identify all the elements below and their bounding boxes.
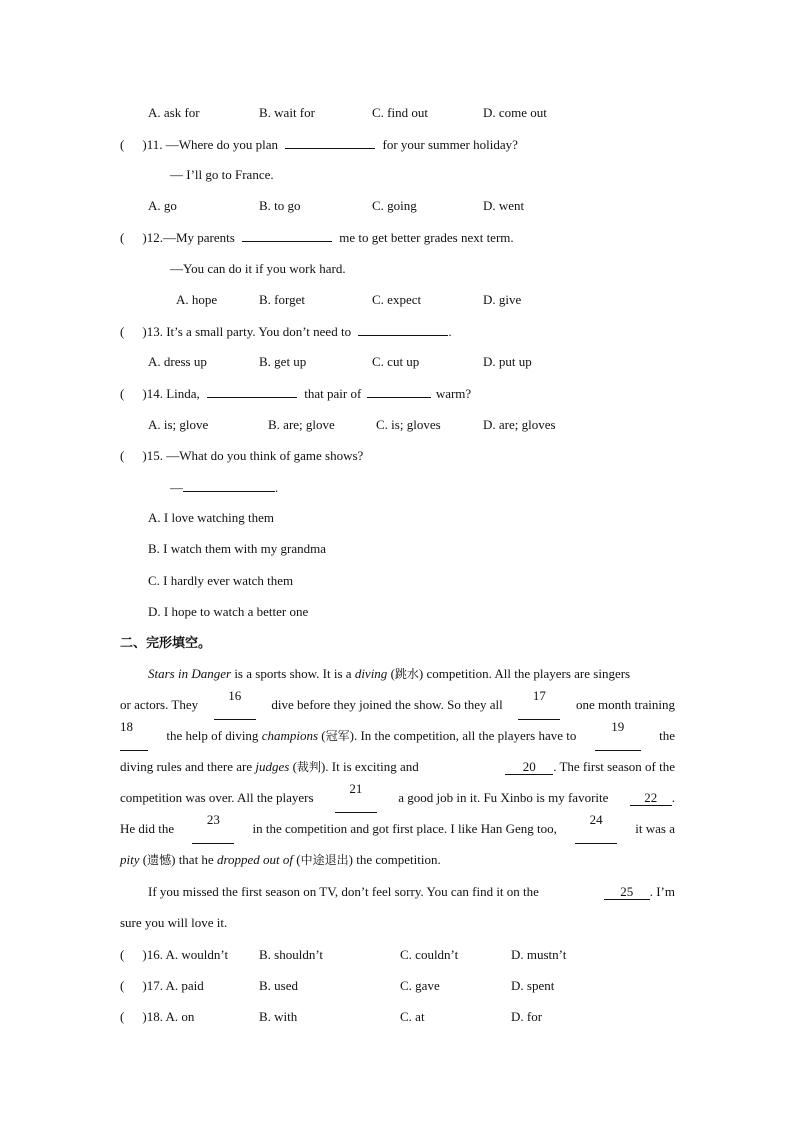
term-champions: champions [261, 728, 319, 743]
text: competition was over. All the players [120, 790, 314, 805]
fill-blank[interactable] [242, 229, 332, 242]
question-number: 13. [146, 324, 163, 339]
question-stem: that pair of [304, 386, 362, 401]
text: ( [139, 852, 148, 867]
text: is a sports show. It is a [231, 666, 355, 681]
q18-option-a: A. on [165, 1009, 195, 1024]
answer-paren-open: ( [120, 947, 125, 962]
question-14 [120, 385, 471, 402]
q15-reply [170, 479, 278, 496]
q17-option-c: C. gave [400, 978, 440, 993]
q17-option-b: B. used [259, 978, 298, 993]
text: the [659, 728, 675, 743]
term-dropped-out-of: dropped out of [216, 852, 294, 867]
q14-option-b: B. are; glove [268, 417, 335, 432]
q11-option-b: B. to go [259, 198, 301, 213]
fill-blank[interactable] [183, 479, 275, 492]
text: dive before they joined the show. So they all [271, 697, 503, 712]
q14-option-c: C. is; gloves [376, 417, 441, 432]
blank-23[interactable]: 23 [192, 813, 234, 844]
question-17 [120, 978, 204, 994]
question-number: 18. [146, 1009, 163, 1024]
gloss-chinese: 遗憾 [147, 853, 172, 867]
q18-option-b: B. with [259, 1009, 298, 1024]
q16-option-a: A. wouldn’t [165, 947, 229, 962]
q10-option-c: C. find out [372, 105, 428, 120]
gloss-chinese: 中途退出 [300, 853, 349, 867]
dash: — [170, 480, 183, 495]
question-stem: me to get better grades next term. [339, 230, 514, 245]
answer-paren-close: ) [142, 448, 147, 463]
blank-25[interactable]: 25 [604, 885, 650, 900]
q12-option-c: C. expect [372, 292, 422, 307]
section-title-cloze: 二、完形填空。 [120, 636, 212, 651]
answer-paren-open: ( [120, 1009, 125, 1024]
question-number: 14. [146, 386, 163, 401]
passage-line [120, 813, 675, 844]
q11-option-d: D. went [483, 198, 525, 213]
question-16 [120, 947, 228, 963]
gloss-chinese: 跳水 [394, 667, 419, 681]
blank-21[interactable]: 21 [335, 782, 377, 813]
text: . I’m [649, 884, 675, 899]
q13-option-c: C. cut up [372, 354, 420, 369]
blank-20[interactable]: 20 [505, 760, 553, 775]
q12-reply: —You can do it if you work hard. [170, 261, 346, 276]
q12-option-a: A. hope [176, 292, 218, 307]
question-15 [120, 448, 363, 464]
answer-paren-close: ) [142, 978, 147, 993]
term-diving: diving [354, 666, 388, 681]
answer-paren-open: ( [120, 448, 125, 463]
text: sure you will love it. [120, 915, 228, 930]
show-title: Stars in Danger [148, 666, 232, 681]
question-stem: —My parents [162, 230, 235, 245]
gloss-chinese: 裁判 [296, 760, 321, 774]
q15-option-d: D. I hope to watch a better one [148, 604, 309, 619]
q13-option-d: D. put up [483, 354, 532, 369]
answer-paren-close: ) [142, 230, 147, 245]
q17-option-d: D. spent [511, 978, 555, 993]
text: . [671, 790, 675, 805]
passage-line [120, 844, 675, 875]
question-18 [120, 1009, 194, 1025]
q11-option-a: A. go [148, 198, 177, 213]
text: it was a [635, 821, 675, 836]
text: a good job in it. Fu Xinbo is my favorite [398, 790, 609, 805]
answer-paren-close: ) [142, 324, 147, 339]
answer-paren-close: ) [142, 947, 147, 962]
q16-option-c: C. couldn’t [400, 947, 459, 962]
q12-option-d: D. give [483, 292, 522, 307]
q14-option-a: A. is; glove [148, 417, 209, 432]
text: ) competition. All the players are singers [418, 666, 631, 681]
q10-option-d: D. come out [483, 105, 547, 120]
q17-option-a: A. paid [165, 978, 204, 993]
question-stem: Linda, [166, 386, 200, 401]
question-13 [120, 323, 452, 340]
passage-line [120, 751, 675, 782]
question-stem: —What do you think of game shows? [166, 448, 364, 463]
passage-line [120, 907, 675, 938]
text: ( [318, 728, 326, 743]
q18-option-d: D. for [511, 1009, 543, 1024]
question-stem: for your summer holiday? [382, 137, 518, 152]
q11-reply: — I’ll go to France. [170, 167, 274, 182]
q13-option-b: B. get up [259, 354, 307, 369]
text: in the competition and got first place. I like Han Geng too, [252, 821, 557, 836]
answer-paren-open: ( [120, 137, 125, 152]
question-stem: It’s a small party. You don’t need to [166, 324, 352, 339]
text: ) the competition. [348, 852, 441, 867]
gloss-chinese: 冠军 [325, 729, 350, 743]
question-number: 17. [146, 978, 163, 993]
text: ( [387, 666, 395, 681]
answer-paren-open: ( [120, 230, 125, 245]
passage-line [120, 720, 675, 751]
fill-blank[interactable] [367, 385, 431, 398]
q15-option-c: C. I hardly ever watch them [148, 573, 294, 588]
blank-22[interactable]: 22 [630, 791, 672, 806]
text: one month training [576, 697, 675, 712]
text: He did the [120, 821, 175, 836]
answer-paren-close: ) [142, 1009, 147, 1024]
q14-option-d: D. are; gloves [483, 417, 556, 432]
fill-blank[interactable] [358, 323, 448, 336]
text: ( [293, 852, 301, 867]
q15-option-a: A. I love watching them [148, 510, 274, 525]
q16-option-b: B. shouldn’t [259, 947, 324, 962]
question-11 [120, 136, 518, 153]
q15-option-b: B. I watch them with my grandma [148, 541, 326, 556]
blank-24[interactable]: 24 [575, 813, 617, 844]
question-stem: warm? [435, 386, 472, 401]
q18-option-c: C. at [400, 1009, 425, 1024]
passage-line [120, 658, 675, 689]
question-12 [120, 229, 514, 246]
term-pity: pity [120, 852, 140, 867]
text: or actors. They [120, 697, 199, 712]
answer-paren-close: ) [142, 386, 147, 401]
answer-paren-close: ) [142, 137, 147, 152]
period: . [275, 480, 279, 495]
passage-paragraph-1 [120, 658, 675, 875]
answer-paren-open: ( [120, 324, 125, 339]
text: ). It is exciting and [320, 759, 419, 774]
answer-paren-open: ( [120, 386, 125, 401]
fill-blank[interactable] [285, 136, 375, 149]
q11-option-c: C. going [372, 198, 417, 213]
passage-paragraph-2 [120, 876, 675, 938]
q10-option-a: A. ask for [148, 105, 200, 120]
text: the help of diving [166, 728, 259, 743]
question-stem-end: . [448, 324, 452, 339]
q10-option-b: B. wait for [259, 105, 315, 120]
question-stem: —Where do you plan [165, 137, 278, 152]
text: ) that he [171, 852, 217, 867]
passage-line [120, 689, 675, 720]
question-number: 15. [146, 448, 163, 463]
blank-17[interactable]: 17 [518, 689, 560, 720]
question-number: 12. [146, 230, 163, 245]
q13-option-a: A. dress up [148, 354, 207, 369]
passage-line [120, 876, 675, 907]
answer-paren-open: ( [120, 978, 125, 993]
question-number: 11. [146, 137, 163, 152]
q12-option-b: B. forget [259, 292, 305, 307]
text: diving rules and there are [120, 759, 253, 774]
q16-option-d: D. mustn’t [511, 947, 567, 962]
blank-18[interactable]: 18 [120, 720, 148, 751]
text: ). In the competition, all the players have to [349, 728, 577, 743]
text: . The first season of the [553, 759, 675, 774]
blank-19[interactable]: 19 [595, 720, 641, 751]
text: ( [289, 759, 297, 774]
fill-blank[interactable] [207, 385, 297, 398]
blank-16[interactable]: 16 [214, 689, 256, 720]
term-judges: judges [255, 759, 290, 774]
text: If you missed the first season on TV, don’t feel sorry. You can find it on the [148, 884, 539, 899]
passage-line [120, 782, 675, 813]
question-number: 16. [146, 947, 163, 962]
